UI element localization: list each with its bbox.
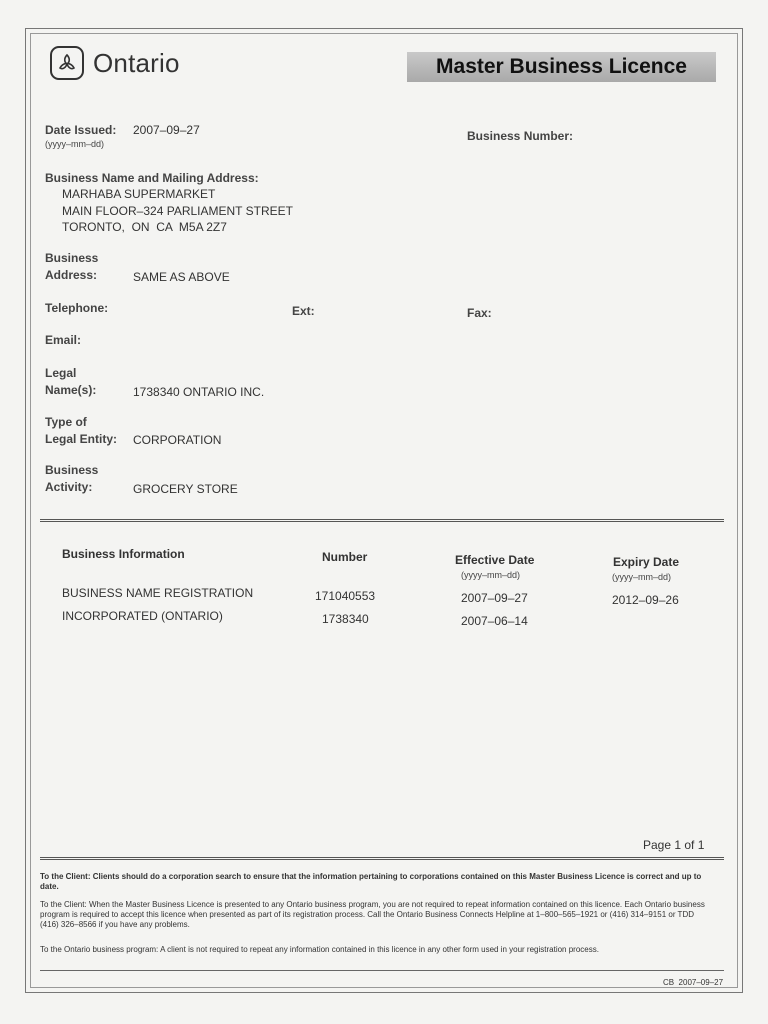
col-header-number: Number: [322, 550, 368, 564]
client-note-2-lead: To the Client:: [40, 900, 87, 909]
program-note-lead: To the Ontario business program:: [40, 945, 159, 954]
telephone-label: Telephone:: [45, 301, 109, 315]
entity-label-2: Legal Entity:: [45, 432, 118, 446]
client-note-1-text: Clients should do a corporation search to ensure that the information pertaining to corporations contained on this Master Business Licence is correct and up to date.: [40, 872, 702, 891]
client-note-2-text: When the Master Business Licence is presented to any Ontario business program, you are not required to repeat information contained on this licence. Each Ontario business program is required to accept this licence when presented as part of its registration process. Call the Ontario Business Connects Helpline at 1–800–565–1921 or (416) 314–9151 or TDD (416) 326–8566 if you have any problems.: [40, 900, 705, 929]
page-title: Master Business Licence: [436, 55, 687, 78]
form-code: CB 2007–09–27: [663, 978, 724, 987]
legal-names-label-1: Legal: [45, 366, 77, 380]
trillium-icon: [50, 46, 84, 80]
fax-label: Fax:: [467, 306, 492, 320]
entity-label-1: Type of: [45, 415, 87, 429]
col-header-effective: Effective Date: [455, 553, 535, 567]
title-box: [407, 52, 716, 82]
address-line-1: MARHABA SUPERMARKET: [62, 187, 216, 201]
col-header-effective-format: (yyyy–mm–dd): [461, 570, 521, 580]
table-row-1-expiry: 2012–09–26: [612, 593, 679, 607]
address-line-2: MAIN FLOOR–324 PARLIAMENT STREET: [62, 204, 293, 218]
table-row-1-effective: 2007–09–27: [461, 591, 528, 605]
table-row-2-info: INCORPORATED (ONTARIO): [62, 609, 223, 623]
bottom-rule: [40, 970, 724, 971]
business-address-label-2: Address:: [45, 268, 98, 282]
date-format-hint: (yyyy–mm–dd): [45, 139, 105, 149]
page-number: Page 1 of 1: [643, 838, 705, 852]
ext-label: Ext:: [292, 304, 315, 318]
client-note-1: [40, 872, 705, 892]
activity-label-2: Activity:: [45, 480, 93, 494]
col-header-expiry: Expiry Date: [613, 555, 680, 569]
entity-value: CORPORATION: [133, 433, 222, 447]
business-number-label: Business Number:: [467, 129, 574, 143]
date-issued-label: Date Issued:: [45, 123, 117, 137]
legal-names-value: 1738340 ONTARIO INC.: [133, 385, 265, 399]
activity-label-1: Business: [45, 463, 99, 477]
address-line-3: TORONTO, ON CA M5A 2Z7: [62, 220, 227, 234]
col-header-expiry-format: (yyyy–mm–dd): [612, 572, 672, 582]
program-note-text: A client is not required to repeat any information contained in this licence in any other form used in your registration process.: [160, 945, 599, 954]
activity-value: GROCERY STORE: [133, 482, 238, 496]
table-row-2-effective: 2007–06–14: [461, 614, 528, 628]
ontario-logo: [50, 46, 180, 80]
logo-text: Ontario: [93, 47, 180, 78]
table-row-2-number: 1738340: [322, 612, 369, 626]
footer-divider: [40, 857, 724, 860]
email-label: Email:: [45, 333, 82, 347]
business-address-label-1: Business: [45, 251, 99, 265]
col-header-info: Business Information: [62, 547, 185, 561]
section-divider: [40, 519, 724, 522]
legal-names-label-2: Name(s):: [45, 383, 97, 397]
date-issued-value: 2007–09–27: [133, 123, 200, 137]
business-address-value: SAME AS ABOVE: [133, 270, 230, 284]
program-note: [40, 945, 710, 955]
name-address-label: Business Name and Mailing Address:: [45, 171, 259, 185]
table-row-1-number: 171040553: [315, 589, 376, 603]
table-row-1-info: BUSINESS NAME REGISTRATION: [62, 586, 254, 600]
client-note-1-lead: To the Client:: [40, 872, 91, 881]
client-note-2: [40, 900, 710, 930]
